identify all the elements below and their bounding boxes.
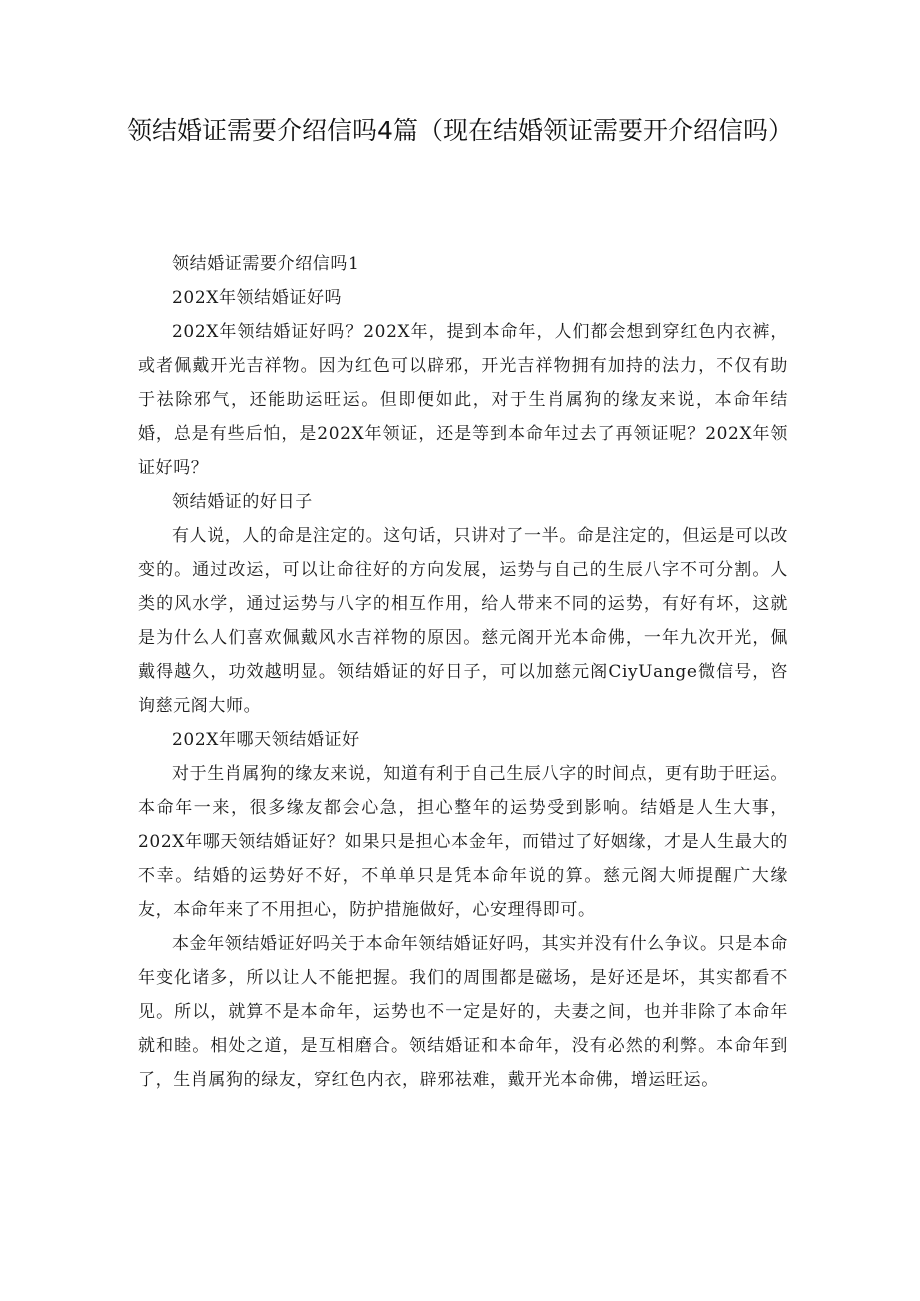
- body-paragraph: 202X年领结婚证好吗？202X年，提到本命年，人们都会想到穿红色内衣裤，或者佩戴开光吉祥物。因为红色可以辟邪，开光吉祥物拥有加持的法力，不仅有助于祛除邪气，还能助运旺运。但即便如此，对于生肖属狗的缘友来说，本命年结婚，总是有些后怕，是202X年领证，还是等到本命年过去了再领证呢？202X年领证好吗？: [138, 322, 788, 478]
- section-heading: 领结婚证需要介绍信吗1: [172, 254, 360, 274]
- section-heading: 领结婚证的好日子: [172, 492, 313, 512]
- document-title: 领结婚证需要介绍信吗4篇（现在结婚领证需要开介绍信吗）: [127, 116, 793, 145]
- section-heading: 202X年哪天领结婚证好: [172, 730, 360, 750]
- body-paragraph: 有人说，人的命是注定的。这句话，只讲对了一半。命是注定的，但运是可以改变的。通过改运，可以让命往好的方向发展，运势与自己的生辰八字不可分割。人类的风水学，通过运势与八字的相互作用，给人带来不同的运势，有好有坏，这就是为什么人们喜欢佩戴风水吉祥物的原因。慈元阁开光本命佛，一年九次开光，佩戴得越久，功效越明显。领结婚证的好日子，可以加慈元阁CiyUange微信号，咨询慈元阁大师。: [138, 526, 788, 716]
- body-paragraph: 对于生肖属狗的缘友来说，知道有利于自己生辰八字的时间点，更有助于旺运。本命年一来，很多缘友都会心急，担心整年的运势受到影响。结婚是人生大事，202X年哪天领结婚证好？如果只是担心本金年，而错过了好姻缘，才是人生最大的不幸。结婚的运势好不好，不单单只是凭本命年说的算。慈元阁大师提醒广大缘友，本命年来了不用担心，防护措施做好，心安理得即可。: [138, 764, 788, 920]
- body-paragraph: 本金年领结婚证好吗关于本命年领结婚证好吗，其实并没有什么争议。只是本命年变化诸多，所以让人不能把握。我们的周围都是磁场，是好还是坏，其实都看不见。所以，就算不是本命年，运势也不一定是好的，夫妻之间，也并非除了本命年就和睦。相处之道，是互相磨合。领结婚证和本命年，没有必然的利弊。本命年到了，生肖属狗的绿友，穿红色内衣，辟邪祛难，戴开光本命佛，增运旺运。: [138, 934, 788, 1090]
- section-heading: 202X年领结婚证好吗: [172, 288, 343, 308]
- document-body: [138, 247, 788, 1097]
